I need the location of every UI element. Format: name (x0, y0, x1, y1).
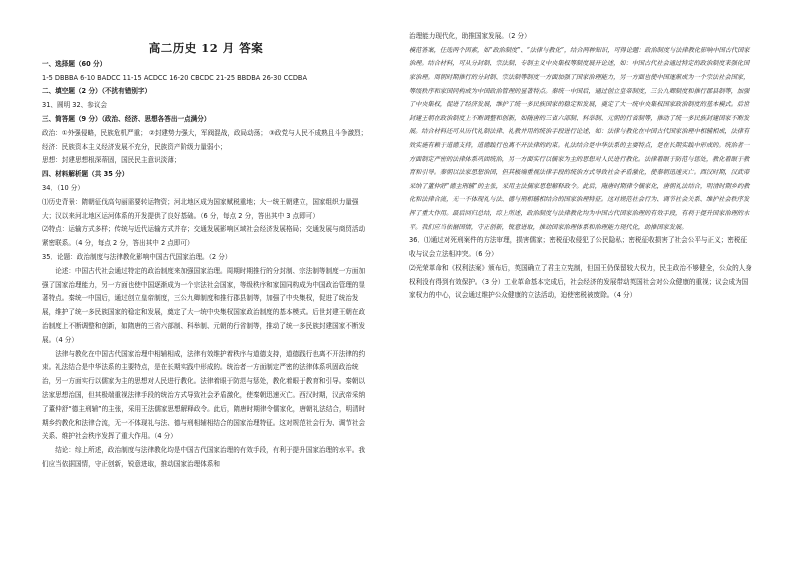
section-heading: 三、简答题（9 分）（政治、经济、思想各答出一点满分） (42, 114, 211, 123)
answer-paragraph: 经济：民族资本主义经济发展不充分，民族资产阶级力量弱小； (42, 142, 227, 151)
answer-paragraph: ⑴历史背景：隋朝征伐高句丽需要转运物资；河北地区成为国家赋税重地；大一统王朝建立，国家组织力量强大；汉以来河北地区运河体系的开发提供了良好基础。（6 分，每点 2 分，答出其中 3 点即可） (42, 197, 359, 220)
handwritten-note: 模范答案，任选两个因素，如“政治制度”、“法律与教化”，结合两种知识，可得论题：政治制度与法律教化影响中国古代国家治理。结合材料，可从分封制、宗法制、专制主义中央集权等制度展开论述，如：中国古代社会通过特定的政治制度来强化国家治理。周朝时期推行的分封制、宗法制等制度一方面加强了国家治理能力，另一方面也使中国逐渐成为一个宗法社会国家，等级秩序和家国同构成为中国政治管理的显著特点。秦统一中国后，通过创立皇帝制度，三公九卿制度和推行郡县制等，加强了中央集权，促进了经济发展，维护了统一多民族国家的稳定和发展，奠定了大一统中央集权国家政治制度的基本模式。后世封建王朝在政治制度上不断调整和创新，如隋唐的三省六部制、科举制、元朝的行省制等，推动了统一多民族封建国家不断发展。结合材料还可从历代礼制法律、礼教并用的统治手段进行论述，如：法律与教化在中国古代国家治理中相辅相成，法律有效实施有赖于道德支持，道德践行也离不开法律的约束。礼法结合是中华法系的主要特点，是在长期实践中形成的。统治者一方面制定严密的法律体系巩固统治，另一方面实行以儒家为主的思想对人民进行教化。法律着眼于防范与惩处，教化着眼于教育和引导。秦朝以法家思想治国，但其极端重视法律手段的统治方式导致社会矛盾激化，使秦朝迅速灭亡。西汉时期，汉武帝采纳了董仲舒“德主刑辅”的主张，采用主法儒家思想解释政令。此后，隋唐时期律令儒家化，唐朝礼法结合，明清时期乡约教化和法律合流，无一不体现礼与法、德与刑相辅相结合的国家治理特征。这对规范社会行为、调节社会关系、维护社会秩序发挥了重大作用。最后回归总结，综上所述，政治制度与法律教化均为中国古代国家治理的有效手段，有利于提升国家治理的水平。我们应当依据国情，守正创新，锐意进取，推动国家治理体系和治理能力现代化，助推国家发展。 (409, 46, 750, 231)
answer-paragraph: 论述：中国古代社会通过特定的政治制度来加强国家治理。周期时期推行的分封制、宗法制等制度一方面加强了国家治理能力，另一方面也使中国逐渐成为一个宗法社会国家，等级秩序和家国同构成为中国政治管理的显著特点。秦统一中国后，通过创立皇帝制度，三公九卿制度和推行郡县制等，加强了中央集权，促进了统治发展，维护了统一多民族国家的稳定和发展，奠定了大一统中央集权国家政治制度的基本模式。后世封建王朝在政治制度上不断调整和创新，如隋唐的三省六部制、科举制、元朝的行省制等，推动了统一多民族封建国家不断发展。（4 分） (42, 266, 366, 344)
answer-paragraph: 法律与教化在中国古代国家治理中相辅相成，法律有效维护着秩序与道德支持，道德践行也离不开法律的约束。礼法结合是中华法系的主要特点，是在长期实践中形成的。统治者一方面制定严密的法律体系巩固政治统治，另一方面实行以儒家为主的思想对人民进行教化。法律着眼于防范与惩处，教化着眼于教育和引导。秦朝以法家思想治国，但其极端重视法律手段的统治方式导致社会矛盾激化，使秦朝迅速灭亡。西汉时期，汉武帝采纳了董仲舒“德主刑辅”的主张，采用王法儒家思想解释政令。此后，隋唐时期律令儒家化，唐朝礼法结合，明清时期乡约教化和法律合流，无一不体现礼与法、德与刑相辅相结合的国家治理特征。这对规范社会行为、调节社会关系、维护社会秩序发挥了重大作用。（4 分） (42, 349, 366, 441)
answer-paragraph: 34．（10 分） (42, 183, 84, 192)
answer-paragraph: 治理能力现代化，助推国家发展。（2 分） (409, 32, 531, 40)
answer-paragraph: ⑵特点：运输方式多样；传统与近代运输方式并存；交通发展影响区域社会经济发展格局；交通发展与商贸活动紧密联系。（4 分，每点 2 分，答出其中 2 点即可） (42, 225, 366, 248)
right-column-body (409, 30, 752, 303)
right-column (409, 30, 752, 303)
answer-paragraph: 36．⑴通过对死刑案件的方法审理，损害儒家；密税征收侵犯了公民隐私；密税征收损害了社会公平与正义；密税征收与议会立法相冲突。（6 分） (409, 236, 748, 258)
page-title: 高二历史 12 月 答案 (148, 41, 264, 55)
answer-paragraph: 结论：综上所述，政治制度与法律教化均是中国古代国家治理的有效手段，有利于提升国家治理的水平。我们应当依据国情，守正创新，锐意进取，推动国家治理体系和 (42, 446, 366, 468)
answer-paragraph: 35．论题：政治制度与法律教化影响中国古代国家治理。（2 分） (42, 252, 232, 261)
answer-paragraph: 1-5 DBBBA 6-10 BADCC 11-15 ACDCC 16-20 CBCDC 21-25 BBDBA 26-30 CCDBA (42, 73, 307, 82)
section-heading: 四、材料解析题（共 35 分） (42, 170, 129, 179)
answer-paragraph: ⑵光荣革命和《权利法案》颁布后，英国确立了君主立宪制，但国王仍保留较大权力，民主政治不够健全，公众的人身权利没有得到有效保护。（3 分）工业革命基本完成后，社会经济的发展带动英国社会对公众健康的重视；议会成为国家权力的中心，议会通过维护公众健康的立法活动，迫使密税被废除。（4 分） (409, 263, 752, 300)
answer-paragraph: 政治：①外强侵略，民族危机严重； ②封建势力强大，军阀混战，政局动荡； ③政党与人民不成熟且斗争激烈； (42, 128, 368, 137)
left-column (42, 30, 370, 472)
section-heading: 二、填空题（2 分）（不扰有错别字） (42, 87, 152, 96)
left-column-body (42, 58, 370, 472)
answer-paragraph: 31、圆明 32、参议会 (42, 101, 108, 110)
answer-paragraph: 思想：封建思想根深蒂固，国民民主意识淡薄； (42, 156, 181, 165)
section-heading: 一、选择题（60 分） (42, 59, 107, 68)
